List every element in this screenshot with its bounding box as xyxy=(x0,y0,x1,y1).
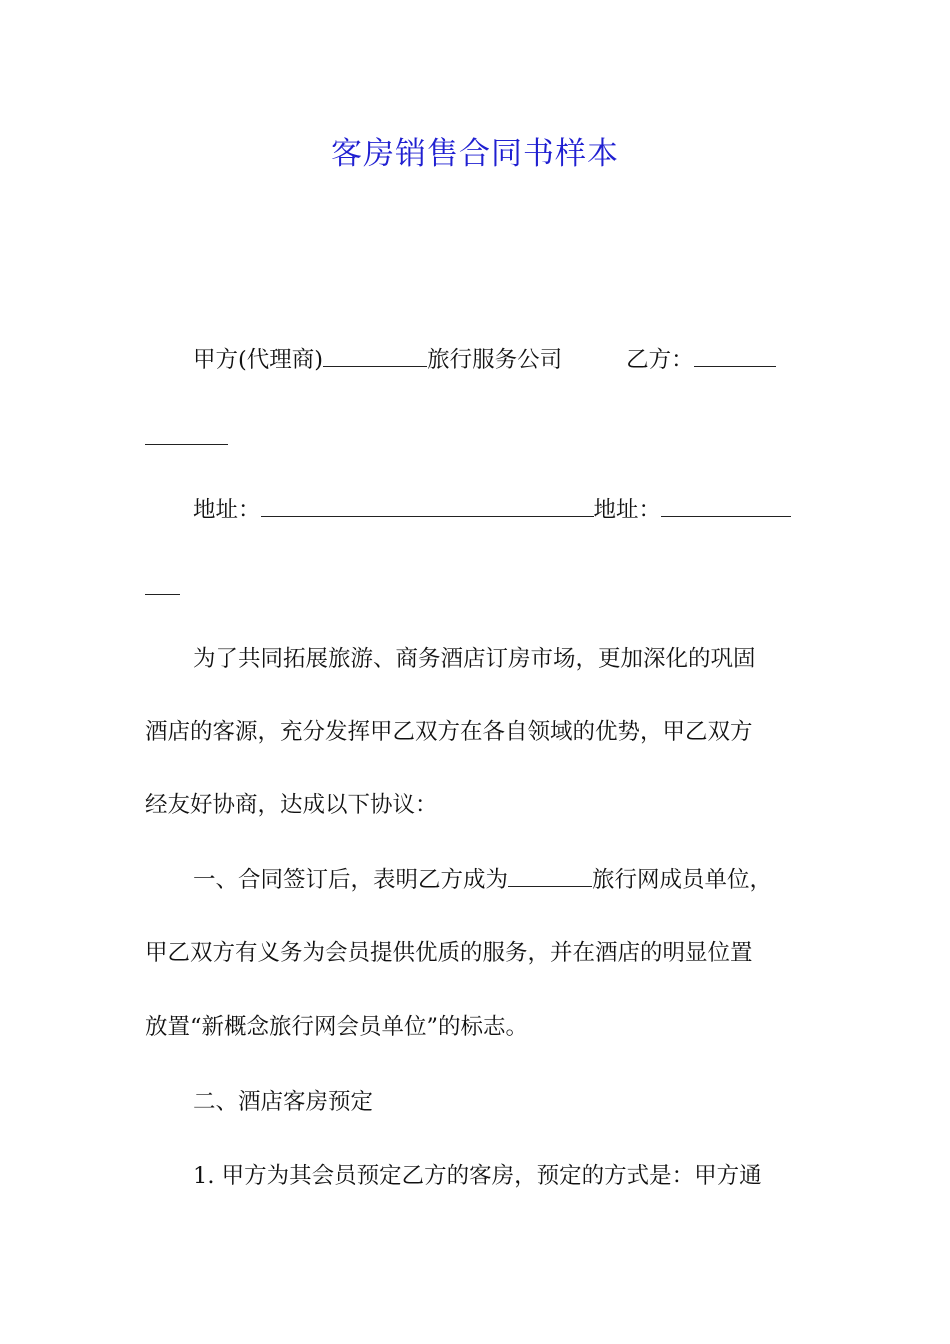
clause1-prefix: 一、合同签订后，表明乙方成为 xyxy=(193,867,509,893)
clause1-line-1 xyxy=(193,864,772,895)
intro-line-2: 酒店的客源，充分发挥甲乙双方在各自领域的优势，甲乙双方 xyxy=(145,719,753,745)
party-line xyxy=(193,344,776,375)
clause1-line-2: 甲乙双方有义务为会员提供优质的服务，并在酒店的明显位置 xyxy=(145,940,753,966)
address-a-blank xyxy=(261,494,594,517)
clause2-item-1: 1. 甲方为其会员预定乙方的客房，预定的方式是：甲方通 xyxy=(193,1163,762,1189)
address-a-label: 地址： xyxy=(193,497,261,523)
document-title: 客房销售合同书样本 xyxy=(331,136,619,172)
party-a-label: 甲方(代理商) xyxy=(193,347,324,373)
clause1-suffix: 旅行网成员单位， xyxy=(592,867,773,893)
party-b-blank-continued xyxy=(145,443,228,445)
intro-line-3: 经友好协商，达成以下协议： xyxy=(145,792,438,818)
party-b-blank xyxy=(694,344,776,367)
clause2-heading: 二、酒店客房预定 xyxy=(193,1089,374,1115)
intro-line-1: 为了共同拓展旅游、商务酒店订房市场，更加深化的巩固 xyxy=(193,646,756,672)
address-b-blank-continued xyxy=(145,593,180,595)
address-b-blank xyxy=(661,494,791,517)
address-b-label: 地址： xyxy=(593,497,662,523)
party-a-blank xyxy=(323,344,427,367)
party-b-label: 乙方： xyxy=(626,347,694,373)
clause1-blank xyxy=(508,864,592,887)
address-line xyxy=(193,494,791,525)
clause1-line-3: 放置“新概念旅行网会员单位”的标志。 xyxy=(145,1014,529,1040)
party-a-company: 旅行服务公司 xyxy=(427,347,563,373)
